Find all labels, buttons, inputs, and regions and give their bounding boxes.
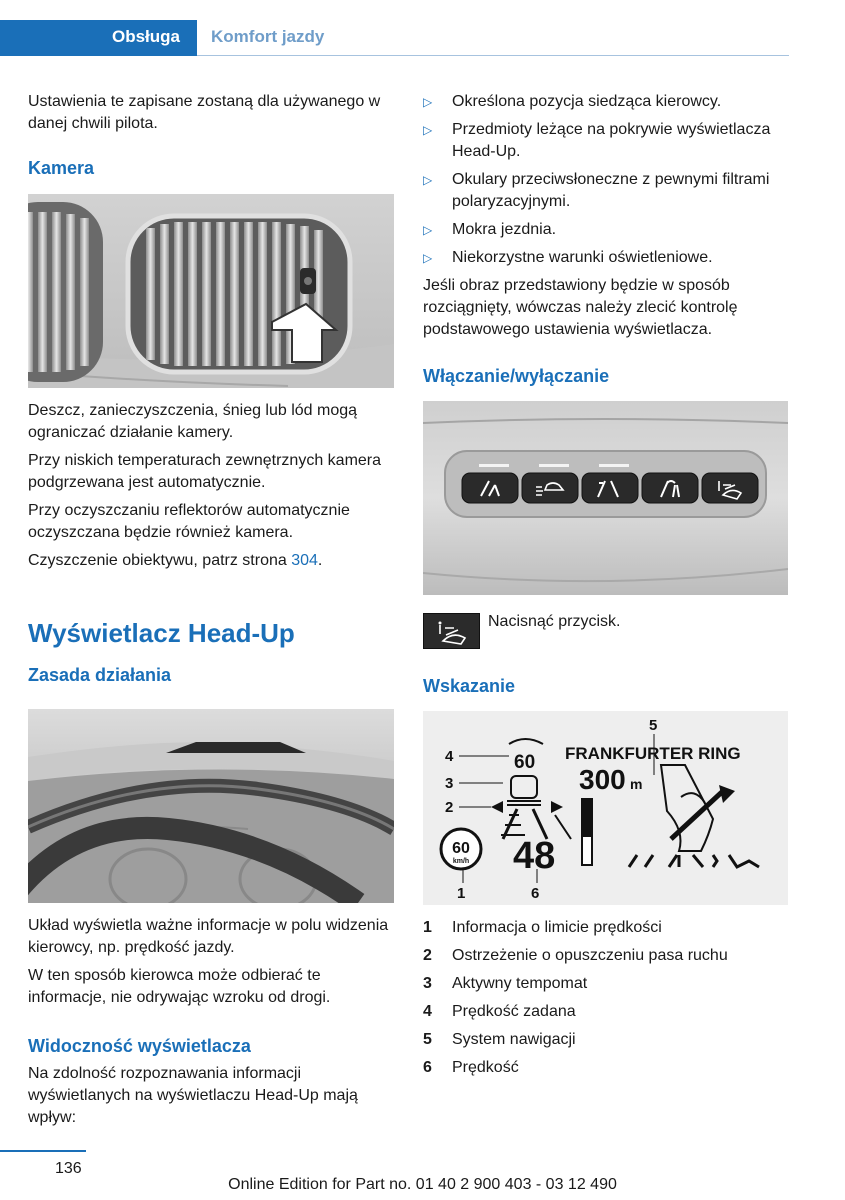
- hud-display-illustration: [423, 711, 788, 905]
- hud-button-icon: [423, 613, 480, 649]
- cleaning-end: .: [317, 552, 323, 569]
- right-top-block: [423, 91, 793, 387]
- bullet-icon: ▷: [423, 173, 433, 187]
- bullet-icon: ▷: [423, 95, 433, 109]
- onoff-heading: Włączanie/wyłączanie: [423, 366, 610, 386]
- callout-3: 3: [445, 775, 454, 792]
- page-reference-link[interactable]: 304: [291, 552, 318, 569]
- camera-heading: Kamera: [28, 158, 95, 178]
- intro-paragraph: Ustawienia te zapisane zostaną dla używanego w danej chwili pilota.: [28, 93, 381, 132]
- list-item: ▷ Mokra jezdnia.: [423, 219, 793, 241]
- button-panel-photo: [423, 401, 788, 595]
- principle-heading: Zasada działania: [28, 665, 172, 685]
- hud-current-speed: 48: [513, 835, 556, 877]
- legend-block: [423, 917, 793, 1085]
- principle-paragraph: W ten sposób kierowca może odbierać te informacje, nie odrywając wzroku od drogi.: [28, 967, 331, 1006]
- legend-item: 5 System nawigacji: [423, 1031, 576, 1048]
- list-item: ▷ Przedmioty leżące na pokrywie wyświetlacza Head-Up.: [423, 121, 771, 160]
- principle-text-block: [28, 915, 394, 1135]
- display-heading: Wskazanie: [423, 676, 516, 696]
- footer-rule: [0, 1150, 86, 1152]
- principle-paragraph: Układ wyświetla ważne informacje w polu widzenia kierowcy, np. prędkość jazdy.: [28, 917, 389, 956]
- callout-6: 6: [531, 885, 540, 902]
- camera-paragraph: Przy oczyszczaniu reflektorów automatycznie oczyszczana będzie również kamera.: [28, 502, 350, 541]
- callout-1: 1: [457, 885, 466, 902]
- cleaning-paragraph: [28, 550, 394, 572]
- callout-5: 5: [649, 717, 658, 734]
- legend-item: 6 Prędkość: [423, 1059, 519, 1076]
- bullet-icon: ▷: [423, 123, 433, 137]
- stretched-paragraph: Jeśli obraz przedstawiony będzie w sposób rozciągnięty, wówczas należy zlecić kontrolę podstawowego ustawienia wyświetlacza.: [423, 277, 738, 338]
- visibility-heading: Widoczność wyświetlacza: [28, 1036, 251, 1056]
- camera-paragraph: Przy niskich temperaturach zewnętrznych kamera podgrzewana jest automatycznie.: [28, 452, 382, 491]
- header-rule: [197, 55, 789, 56]
- header-section: Obsługa: [112, 27, 181, 46]
- visibility-factors-list: [423, 91, 793, 269]
- limit-sign-unit: km/h: [452, 858, 470, 865]
- edition-footer: Online Edition for Part no. 01 40 2 900 403 - 03 12 490: [228, 1176, 617, 1193]
- list-item: ▷ Okulary przeciwsłoneczne z pewnymi filtrami polaryzacyjnymi.: [423, 171, 770, 210]
- hud-title-block: [28, 618, 394, 686]
- camera-paragraph: Deszcz, zanieczyszczenia, śnieg lub lód mogą ograniczać działanie kamery.: [28, 402, 358, 441]
- hud-section-title: Wyświetlacz Head-Up: [28, 618, 295, 648]
- camera-grille-photo: [28, 194, 394, 388]
- press-text: Nacisnąć przycisk.: [488, 613, 621, 630]
- hud-distance: 300: [579, 764, 626, 795]
- display-heading-block: [423, 675, 793, 697]
- legend-item: 3 Aktywny tempomat: [423, 975, 588, 992]
- header-subsection: Komfort jazdy: [211, 27, 325, 46]
- legend-item: 2 Ostrzeżenie o opuszczeniu pasa ruchu: [423, 947, 728, 964]
- visibility-paragraph: Na zdolność rozpoznawania informacji wyświetlanych na wyświetlaczu Head-Up mają wpływ:: [28, 1065, 358, 1126]
- legend-list: [423, 917, 793, 1079]
- dashboard-hud-photo: [28, 709, 394, 903]
- function-buttons: [462, 473, 758, 503]
- hud-street-name: FRANKFURTER RING: [565, 744, 741, 763]
- list-item: ▷ Określona pozycja siedząca kierowcy.: [423, 91, 793, 113]
- cleaning-text: Czyszczenie obiektywu, patrz strona: [28, 552, 292, 569]
- camera-text-block: [28, 400, 394, 578]
- left-intro-block: [28, 91, 394, 179]
- bullet-icon: ▷: [423, 251, 433, 265]
- hud-set-speed: 60: [514, 752, 536, 773]
- legend-item: 1 Informacja o limicie prędkości: [423, 919, 662, 936]
- callout-2: 2: [445, 799, 454, 816]
- callout-4: 4: [445, 748, 454, 765]
- list-item: ▷ Niekorzystne warunki oświetleniowe.: [423, 247, 793, 269]
- page-number: 136: [55, 1160, 82, 1177]
- limit-sign-value: 60: [452, 840, 470, 857]
- hud-distance-unit: m: [630, 776, 643, 792]
- bullet-icon: ▷: [423, 223, 433, 237]
- legend-item: 4 Prędkość zadana: [423, 1003, 576, 1020]
